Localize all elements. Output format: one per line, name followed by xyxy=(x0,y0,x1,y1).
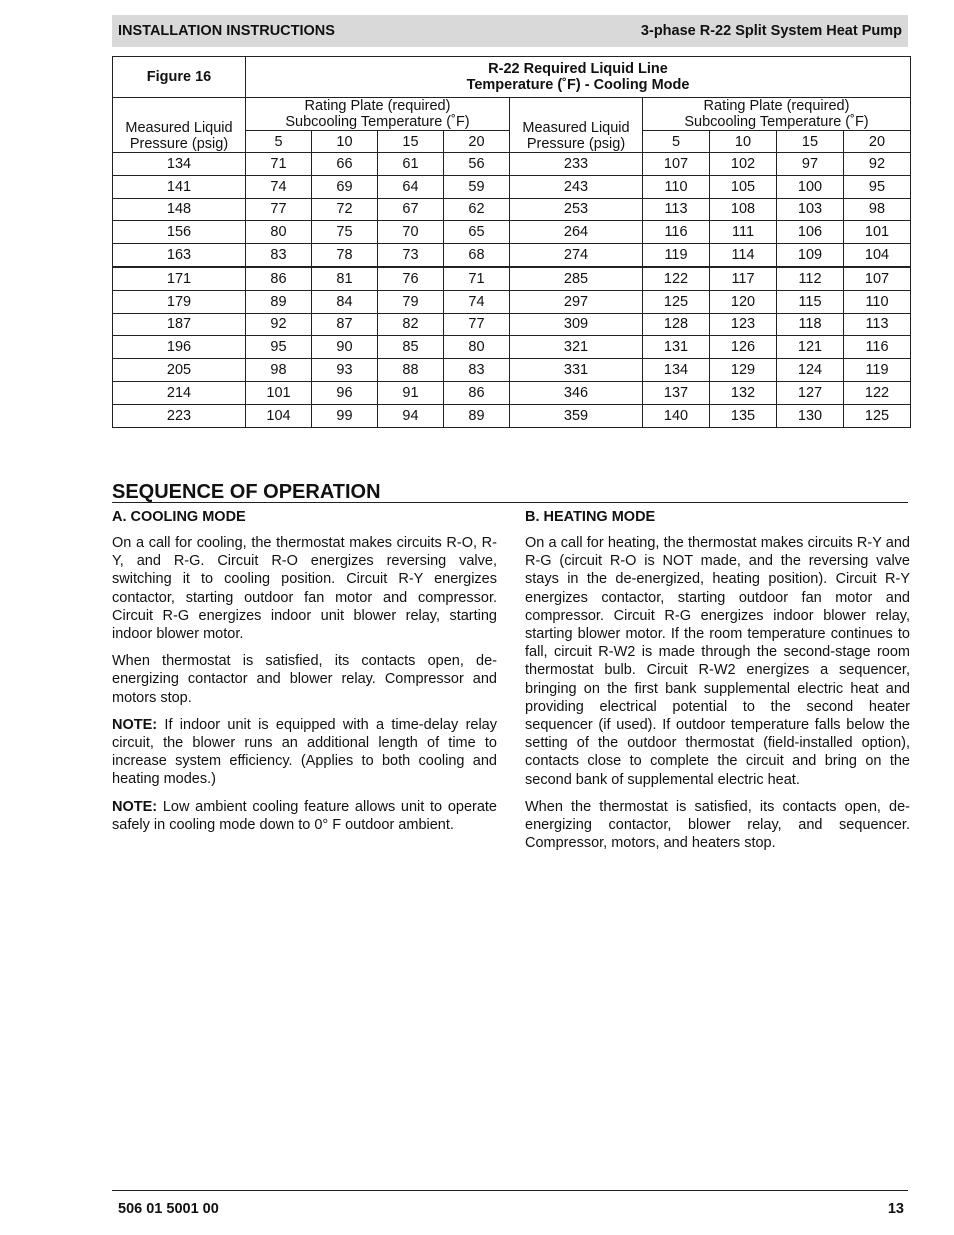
table-cell: 101 xyxy=(844,221,911,244)
table-cell: 75 xyxy=(312,221,378,244)
table-row xyxy=(113,244,911,267)
table-cell: 196 xyxy=(113,336,246,359)
table-cell: 71 xyxy=(444,267,510,290)
table-row xyxy=(113,290,911,313)
heating-mode-heading: B. HEATING MODE xyxy=(525,509,656,525)
table-cell: 123 xyxy=(710,313,777,336)
table-cell: 253 xyxy=(510,198,643,221)
table-row xyxy=(113,359,911,382)
table-cell: 132 xyxy=(710,381,777,404)
heating-mode-column xyxy=(525,508,910,861)
table-cell: 264 xyxy=(510,221,643,244)
table-cell: 77 xyxy=(246,198,312,221)
table-cell: 92 xyxy=(246,313,312,336)
table-cell: 67 xyxy=(378,198,444,221)
figure-label: Figure 16 xyxy=(113,57,246,98)
table-cell: 77 xyxy=(444,313,510,336)
table-cell: 83 xyxy=(444,359,510,382)
table-cell: 205 xyxy=(113,359,246,382)
table-cell: 66 xyxy=(312,153,378,176)
table-cell: 72 xyxy=(312,198,378,221)
table-row xyxy=(113,153,911,176)
table-cell: 108 xyxy=(710,198,777,221)
table-cell: 94 xyxy=(378,404,444,427)
table-cell: 56 xyxy=(444,153,510,176)
heating-paragraph-2: When the thermostat is satisfied, its contacts open, de-energizing contactor, blower relay, and sequencer. Compressor, motors, and heaters stop. xyxy=(525,798,910,852)
table-cell: 86 xyxy=(444,381,510,404)
table-cell: 135 xyxy=(710,404,777,427)
rating-plate-line1: Rating Plate (required) xyxy=(703,98,850,114)
table-cell: 103 xyxy=(777,198,844,221)
table-cell: 79 xyxy=(378,290,444,313)
section-title: SEQUENCE OF OPERATION xyxy=(112,480,908,503)
note-text: If indoor unit is equipped with a time-delay relay circuit, the blower runs an additional length of time to increase system efficiency. (Applies to both cooling and heating modes.) xyxy=(112,716,497,788)
table-cell: 80 xyxy=(246,221,312,244)
header-left-title: INSTALLATION INSTRUCTIONS xyxy=(118,23,335,39)
cooling-note-1 xyxy=(112,716,497,789)
table-cell: 100 xyxy=(777,175,844,198)
table-cell: 76 xyxy=(378,267,444,290)
table-cell: 85 xyxy=(378,336,444,359)
table-cell: 346 xyxy=(510,381,643,404)
subcooling-col: 15 xyxy=(378,131,444,153)
table-cell: 64 xyxy=(378,175,444,198)
table-cell: 69 xyxy=(312,175,378,198)
table-cell: 125 xyxy=(844,404,911,427)
table-cell: 163 xyxy=(113,244,246,267)
table-cell: 114 xyxy=(710,244,777,267)
cooling-note-2 xyxy=(112,798,497,834)
table-cell: 71 xyxy=(246,153,312,176)
table-cell: 95 xyxy=(246,336,312,359)
table-cell: 134 xyxy=(113,153,246,176)
table-cell: 112 xyxy=(777,267,844,290)
table-cell: 74 xyxy=(246,175,312,198)
table-cell: 80 xyxy=(444,336,510,359)
measured-header-line2: Pressure (psig) xyxy=(129,136,229,152)
table-cell: 111 xyxy=(710,221,777,244)
table-cell: 321 xyxy=(510,336,643,359)
table-cell: 86 xyxy=(246,267,312,290)
cooling-mode-heading: A. COOLING MODE xyxy=(112,509,246,525)
footer-rule xyxy=(112,1190,908,1191)
table-title-line1: R-22 Required Liquid Line xyxy=(488,61,668,77)
table-row xyxy=(113,404,911,427)
page-header xyxy=(112,15,908,47)
table-cell: 93 xyxy=(312,359,378,382)
subcooling-col: 20 xyxy=(844,131,911,153)
table-cell: 87 xyxy=(312,313,378,336)
table-cell: 59 xyxy=(444,175,510,198)
table-cell: 106 xyxy=(777,221,844,244)
table-cell: 97 xyxy=(777,153,844,176)
note-label: NOTE: xyxy=(112,798,158,815)
table-cell: 104 xyxy=(246,404,312,427)
table-cell: 95 xyxy=(844,175,911,198)
table-cell: 74 xyxy=(444,290,510,313)
page-footer xyxy=(118,1201,904,1217)
table-cell: 119 xyxy=(844,359,911,382)
table-cell: 91 xyxy=(378,381,444,404)
table-cell: 285 xyxy=(510,267,643,290)
table-cell: 110 xyxy=(643,175,710,198)
table-cell: 90 xyxy=(312,336,378,359)
subcooling-col: 20 xyxy=(444,131,510,153)
table-cell: 98 xyxy=(844,198,911,221)
table-cell: 92 xyxy=(844,153,911,176)
subcooling-col: 15 xyxy=(777,131,844,153)
table-cell: 81 xyxy=(312,267,378,290)
table-cell: 233 xyxy=(510,153,643,176)
table-cell: 121 xyxy=(777,336,844,359)
table-row xyxy=(113,267,911,290)
table-row xyxy=(113,221,911,244)
table-cell: 105 xyxy=(710,175,777,198)
table-cell: 171 xyxy=(113,267,246,290)
table-cell: 141 xyxy=(113,175,246,198)
table-cell: 110 xyxy=(844,290,911,313)
measured-pressure-header-left xyxy=(113,98,246,153)
rating-plate-line1: Rating Plate (required) xyxy=(304,98,451,114)
table-cell: 73 xyxy=(378,244,444,267)
subcooling-col: 5 xyxy=(643,131,710,153)
table-cell: 61 xyxy=(378,153,444,176)
table-cell: 107 xyxy=(844,267,911,290)
measured-header-line2: Pressure (psig) xyxy=(526,136,626,152)
table-cell: 129 xyxy=(710,359,777,382)
table-cell: 88 xyxy=(378,359,444,382)
table-cell: 140 xyxy=(643,404,710,427)
table-cell: 115 xyxy=(777,290,844,313)
table-cell: 84 xyxy=(312,290,378,313)
page-number: 13 xyxy=(887,1201,904,1217)
table-cell: 104 xyxy=(844,244,911,267)
table-row xyxy=(113,381,911,404)
table-cell: 130 xyxy=(777,404,844,427)
liquid-line-temperature-table xyxy=(112,56,911,428)
table-cell: 99 xyxy=(312,404,378,427)
note-text: Low ambient cooling feature allows unit to operate safely in cooling mode down to 0° F outdoor ambient. xyxy=(112,798,497,833)
table-cell: 83 xyxy=(246,244,312,267)
rating-plate-header-left xyxy=(246,98,510,131)
rating-plate-line2: Subcooling Temperature (˚F) xyxy=(684,114,869,130)
header-right-title: 3-phase R-22 Split System Heat Pump xyxy=(640,23,902,39)
rating-plate-header-right xyxy=(643,98,911,131)
table-cell: 101 xyxy=(246,381,312,404)
table-title-line2: Temperature (˚F) - Cooling Mode xyxy=(466,77,690,93)
table-cell: 134 xyxy=(643,359,710,382)
table-cell: 148 xyxy=(113,198,246,221)
subcooling-col: 10 xyxy=(710,131,777,153)
subcooling-col: 5 xyxy=(246,131,312,153)
cooling-mode-column xyxy=(112,508,497,843)
table-cell: 274 xyxy=(510,244,643,267)
table-cell: 223 xyxy=(113,404,246,427)
table-cell: 137 xyxy=(643,381,710,404)
table-cell: 113 xyxy=(643,198,710,221)
heating-paragraph-1: On a call for heating, the thermostat makes circuits R-Y and R-G (circuit R-O is NOT made, and the reversing valve stays in the de-energized, heating position). Circuit R-Y energizes contactor, starting outdoor fan motor and compressor. Circuit R-G energizes indoor blower relay, starting blower motor. If the room temperature continues to fall, circuit R-W2 is made through the second-stage room thermostat bulb. Circuit R-W2 energizes a sequencer, bringing on the first bank supplemental electric heat and providing electrical potential to the second heater sequencer (if used). If outdoor temperature falls below the setting of the outdoor thermostat (field-installed option), contacts close to complete the circuit and bring on the second bank of supplemental electric heat. xyxy=(525,535,910,788)
cooling-paragraph-2: When thermostat is satisfied, its contacts open, de-energizing contactor and blower relay. Compressor and motors stop. xyxy=(112,653,497,706)
table-cell: 126 xyxy=(710,336,777,359)
note-label: NOTE: xyxy=(112,716,158,733)
table-row xyxy=(113,336,911,359)
table-cell: 120 xyxy=(710,290,777,313)
table-cell: 78 xyxy=(312,244,378,267)
table-row xyxy=(113,175,911,198)
table-cell: 98 xyxy=(246,359,312,382)
table-cell: 116 xyxy=(844,336,911,359)
rating-plate-line2: Subcooling Temperature (˚F) xyxy=(285,114,470,130)
table-title xyxy=(246,57,911,98)
table-cell: 359 xyxy=(510,404,643,427)
table-cell: 187 xyxy=(113,313,246,336)
table-cell: 125 xyxy=(643,290,710,313)
table-cell: 309 xyxy=(510,313,643,336)
table-cell: 82 xyxy=(378,313,444,336)
table-cell: 179 xyxy=(113,290,246,313)
table-cell: 122 xyxy=(643,267,710,290)
table-cell: 113 xyxy=(844,313,911,336)
measured-pressure-header-right xyxy=(510,98,643,153)
table-cell: 128 xyxy=(643,313,710,336)
table-cell: 70 xyxy=(378,221,444,244)
table-cell: 102 xyxy=(710,153,777,176)
cooling-paragraph-1: On a call for cooling, the thermostat makes circuits R-O, R-Y, and R-G. Circuit R-O energizes reversing valve, switching it to cooling position. Circuit R-Y energizes contactor, starting outdoor fan motor and compressor. Circuit R-G energizes indoor unit blower relay, starting indoor blower motor. xyxy=(112,535,497,643)
table-cell: 65 xyxy=(444,221,510,244)
table-cell: 68 xyxy=(444,244,510,267)
table-cell: 116 xyxy=(643,221,710,244)
table-cell: 122 xyxy=(844,381,911,404)
table-cell: 331 xyxy=(510,359,643,382)
document-number: 506 01 5001 00 xyxy=(118,1201,219,1217)
table-cell: 131 xyxy=(643,336,710,359)
table-cell: 124 xyxy=(777,359,844,382)
table-cell: 109 xyxy=(777,244,844,267)
table-cell: 118 xyxy=(777,313,844,336)
table-cell: 297 xyxy=(510,290,643,313)
table-cell: 214 xyxy=(113,381,246,404)
table-row xyxy=(113,313,911,336)
table-cell: 156 xyxy=(113,221,246,244)
table-cell: 127 xyxy=(777,381,844,404)
table-cell: 62 xyxy=(444,198,510,221)
measured-header-line1: Measured Liquid xyxy=(522,120,630,136)
table-cell: 243 xyxy=(510,175,643,198)
measured-header-line1: Measured Liquid xyxy=(125,120,233,136)
table-cell: 117 xyxy=(710,267,777,290)
table-cell: 89 xyxy=(444,404,510,427)
table-row xyxy=(113,198,911,221)
table-cell: 107 xyxy=(643,153,710,176)
table-cell: 119 xyxy=(643,244,710,267)
table-cell: 96 xyxy=(312,381,378,404)
table-cell: 89 xyxy=(246,290,312,313)
subcooling-col: 10 xyxy=(312,131,378,153)
